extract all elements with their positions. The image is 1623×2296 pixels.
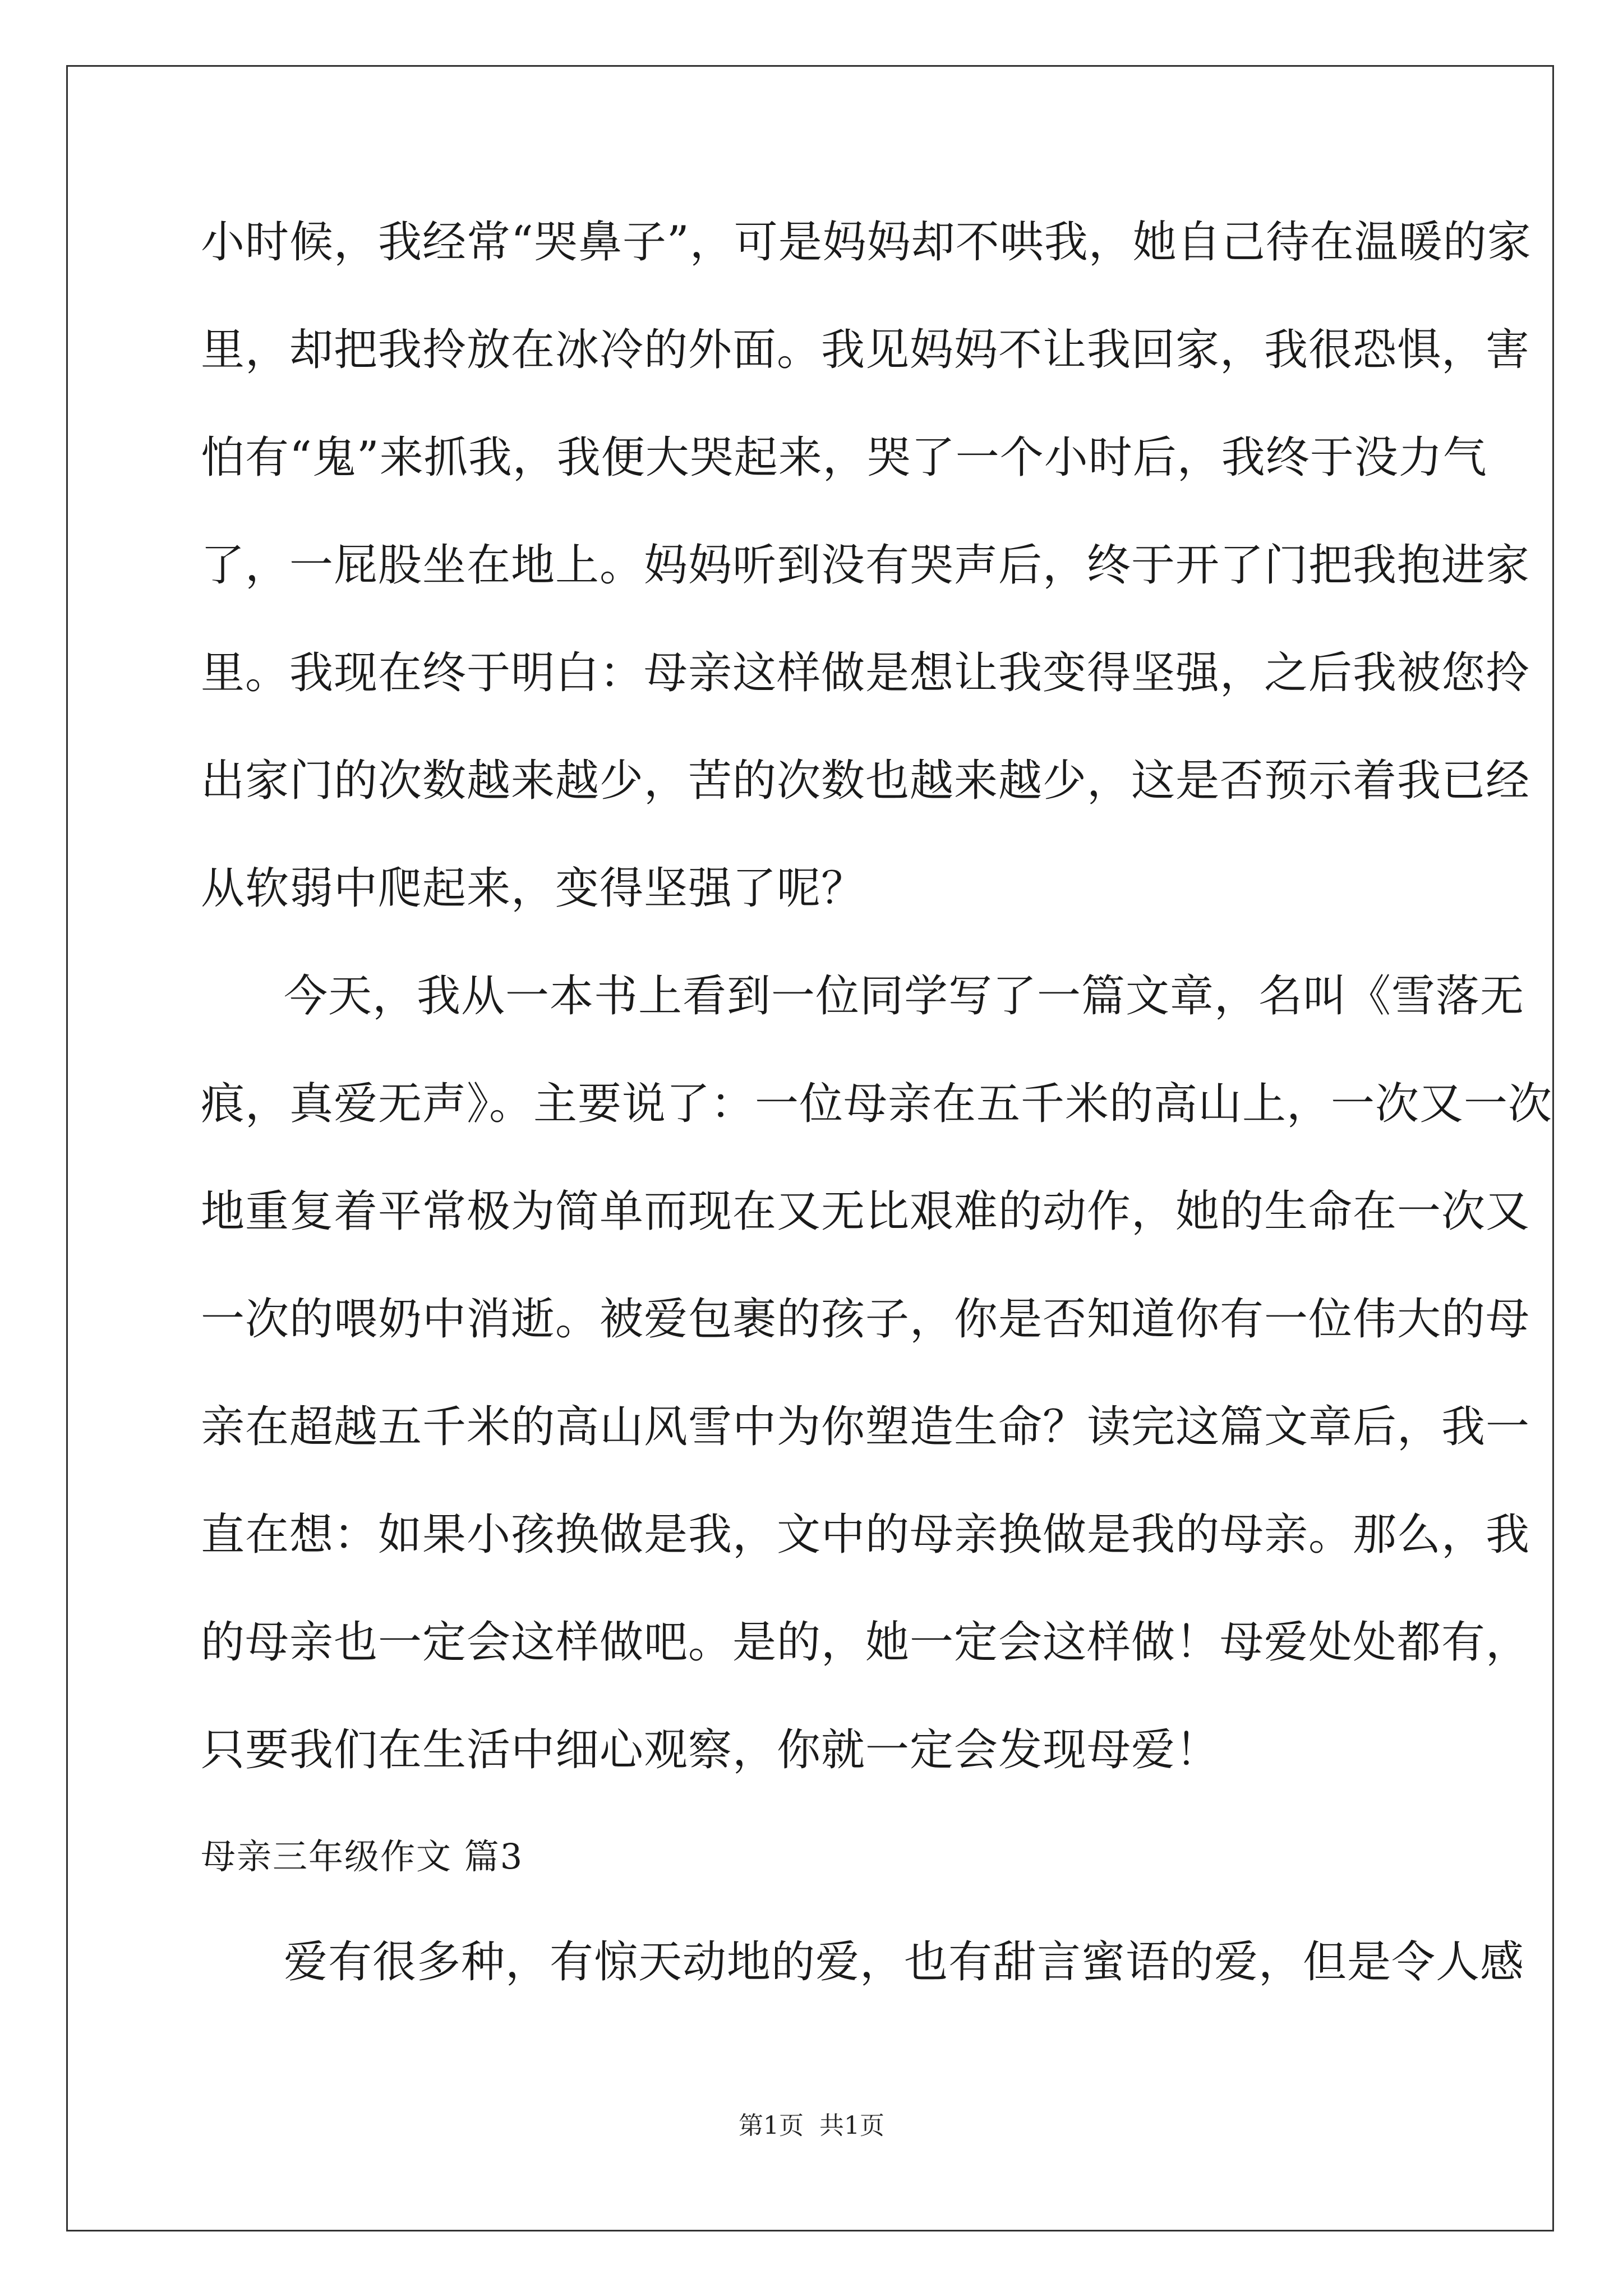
paragraph-line: 怕有“鬼”来抓我，我便大哭起来，哭了一个小时后，我终于没力气	[201, 432, 1487, 483]
paragraph-line: 小时候，我经常“哭鼻子”，可是妈妈却不哄我，她自己待在温暖的家	[201, 217, 1532, 268]
page-count: 共1页	[819, 2111, 884, 2140]
paragraph-line: 出家门的次数越来越少，苦的次数也越来越少，这是否预示着我已经	[201, 756, 1530, 806]
paragraph-line: 从软弱中爬起来，变得坚强了呢？	[201, 863, 866, 914]
paragraph-line: 爱有很多种，有惊天动地的爱，也有甜言蜜语的爱，但是令人感	[284, 1937, 1525, 1987]
page-frame	[66, 65, 1554, 2231]
page-footer	[0, 2109, 1623, 2143]
paragraph-line: 今天，我从一本书上看到一位同学写了一篇文章，名叫《雪落无	[284, 971, 1525, 1022]
paragraph-line: 了，一屁股坐在地上。妈妈听到没有哭声后，终于开了门把我抱进家	[201, 540, 1530, 591]
paragraph-line: 直在想：如果小孩换做是我，文中的母亲换做是我的母亲。那么，我	[201, 1510, 1530, 1560]
paragraph-line: 亲在超越五千米的高山风雪中为你塑造生命？读完这篇文章后，我一	[201, 1402, 1530, 1452]
paragraph-line: 的母亲也一定会这样做吧。是的，她一定会这样做！母爱处处都有，	[201, 1617, 1530, 1668]
paragraph-line: 里，却把我拎放在冰冷的外面。我见妈妈不让我回家，我很恐惧，害	[201, 325, 1530, 375]
paragraph-line: 痕，真爱无声》。主要说了：一位母亲在五千米的高山上，一次又一次	[201, 1079, 1553, 1129]
paragraph-line: 地重复着平常极为简单而现在又无比艰难的动作，她的生命在一次又	[201, 1186, 1530, 1237]
paragraph-line: 一次的喂奶中消逝。被爱包裹的孩子，你是否知道你有一位伟大的母	[201, 1294, 1530, 1345]
paragraph-line: 只要我们在生活中细心观察，你就一定会发现母爱！	[201, 1725, 1220, 1775]
section-heading: 母亲三年级作文 篇3	[201, 1836, 524, 1877]
paragraph-line: 里。我现在终于明白：母亲这样做是想让我变得坚强，之后我被您拎	[201, 648, 1530, 698]
page-number: 第1页	[739, 2111, 804, 2140]
